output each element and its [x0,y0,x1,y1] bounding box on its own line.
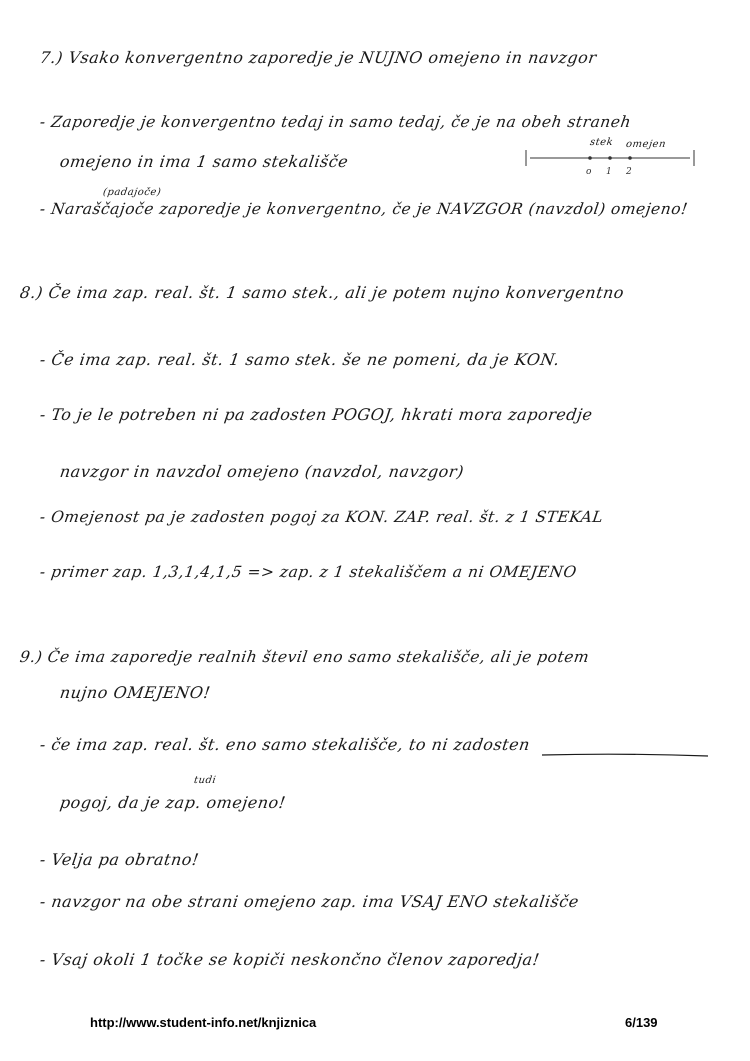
s7-line4-note: (padajoče) [102,187,162,198]
underline-zadosten [540,752,710,758]
s8-line1: 8.) Če ima zap. real. št. 1 samo stek., ali je potem nujno konvergentno [18,283,626,302]
svg-text:2: 2 [626,167,632,177]
s7-line1: 7.) Vsako konvergentno zaporedje je NUJNO omejeno in navzgor [38,48,598,67]
s9-line6: - navzgor na obe strani omejeno zap. ima VSAJ ENO stekališče [38,892,581,911]
s9-line5: - Velja pa obratno! [38,850,201,869]
diagram-label-stek: stek [589,137,614,148]
s9-line4: pogoj, da je zap. omejeno! [58,793,288,812]
s9-line2: nujno OMEJENO! [58,683,212,702]
s8-line5: - Omejenost pa je zadosten pogoj za KON. ZAP. real. št. z 1 STEKAL [38,508,605,526]
diagram-label-omejen: omejen [625,139,667,150]
s8-line6: - primer zap. 1,3,1,4,1,5 => zap. z 1 stekališčem a ni OMEJENO [38,563,578,581]
footer-url: http://www.student-info.net/knjiznica [90,1015,317,1030]
footer-page-number: 6/139 [625,1015,658,1030]
s7-line3: omejeno in ima 1 samo stekališče [58,152,350,171]
s8-line4: navzgor in navzdol omejeno (navzdol, navzgor) [58,462,466,481]
s9-line3: - če ima zap. real. št. eno samo stekališče, to ni zadosten [38,735,532,754]
s9-line4-note: tudi [193,775,217,786]
s9-line7: - Vsaj okoli 1 točke se kopiči neskončno členov zaporedja! [38,950,541,969]
s9-line1: 9.) Če ima zaporedje realnih števil eno samo stekališče, ali je potem [18,648,591,666]
s8-line2: - Če ima zap. real. št. 1 samo stek. še ne pomeni, da je KON. [38,350,561,369]
svg-text:1: 1 [606,167,612,177]
svg-text:o: o [586,167,592,177]
s7-line4: - Naraščajoče zaporedje je konvergentno, če je NAVZGOR (navzdol) omejeno! [38,200,690,218]
s8-line3: - To je le potreben ni pa zadosten POGOJ, hkrati mora zaporedje [38,405,594,424]
s7-line2: - Zaporedje je konvergentno tedaj in samo tedaj, če je na obeh straneh [38,113,633,131]
